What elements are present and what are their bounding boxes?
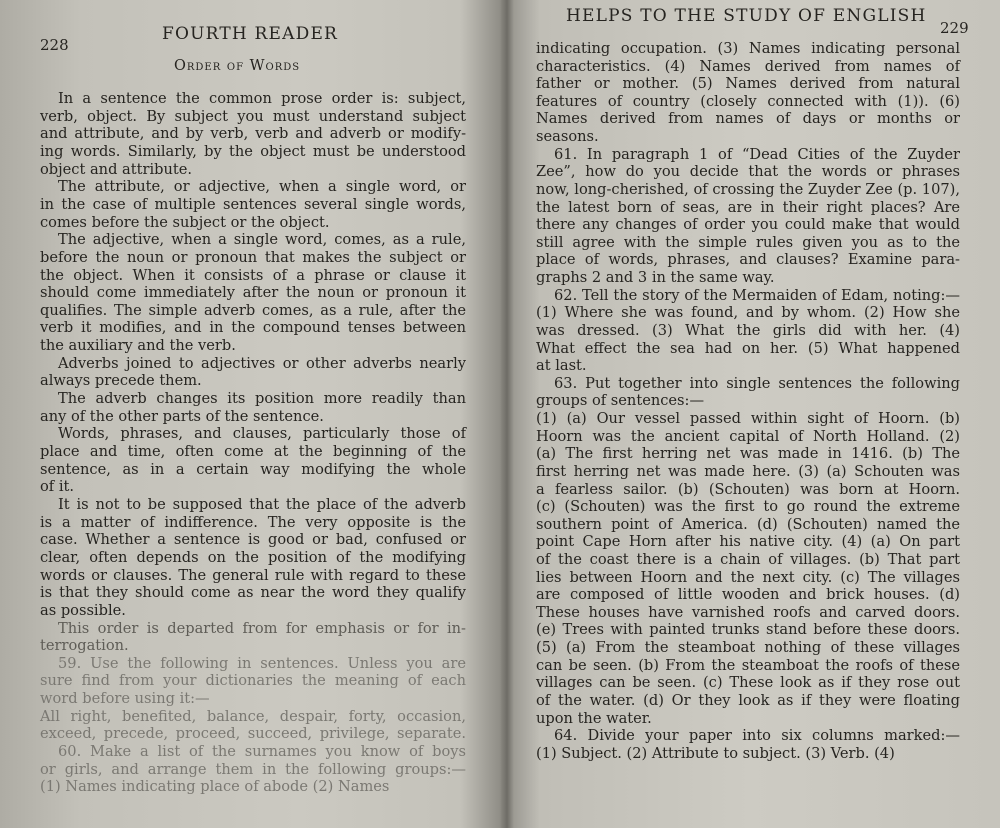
text-line: the latest born of seas, are in their right places? Are — [536, 198, 960, 216]
running-head: HELPS TO THE STUDY OF ENGLISH — [566, 6, 927, 26]
text-line: villages can be seen. (c) These look as if they rose out — [536, 674, 960, 692]
text-line: qualifies. The simple adverb comes, as a rule, after the — [40, 301, 466, 319]
text-line: or girls, and arrange them in the following groups:— — [40, 760, 466, 778]
text-line: case. Whether a sentence is good or bad, confused or — [40, 531, 466, 549]
text-line: (1) Subject. (2) Attribute to subject. (3) Verb. (4) — [536, 744, 895, 762]
text-line: comes before the subject or the object. — [40, 213, 330, 231]
text-line: (5) (a) From the steamboat nothing of these villages — [536, 639, 960, 657]
text-line: (a) The first herring net was made in 1416. (b) The — [536, 445, 960, 463]
text-line: can be seen. (b) From the steamboat the roofs of these — [536, 656, 960, 674]
text-line: Zee”, how do you decide that the words or phrases — [536, 163, 960, 181]
text-line: (1) Names indicating place of abode (2) Names — [40, 778, 390, 796]
text-line: The adverb changes its position more readily than — [58, 390, 466, 408]
text-line: terrogation. — [40, 637, 129, 655]
text-line: place and time, often come at the beginning of the — [40, 443, 466, 460]
text-line: the object. When it consists of a phrase or clause it — [40, 266, 466, 284]
section-title: Order of Words — [174, 58, 301, 74]
text-line: The attribute, or adjective, when a single word, or — [58, 178, 466, 196]
text-line: the auxiliary and the verb. — [40, 337, 236, 355]
running-head: FOURTH READER — [162, 24, 339, 44]
text-line: of the water. (d) Or they look as if they were floating — [536, 691, 960, 709]
page-number: 228 — [40, 36, 69, 54]
text-line: object and attribute. — [40, 160, 193, 178]
text-line: are composed of little wooden and brick houses. (d) — [536, 586, 960, 604]
text-line: It is not to be supposed that the place of the adverb — [58, 495, 466, 513]
text-line: before the noun or pronoun that makes the subject or — [40, 248, 466, 266]
text-line: In a sentence the common prose order is: subject, — [58, 90, 466, 107]
text-line: words or clauses. The general rule with regard to these — [40, 566, 466, 584]
text-line: place of words, phrases, and clauses? Examine para- — [536, 251, 960, 269]
text-line: The adjective, when a single word, comes, as a rule, — [58, 231, 466, 249]
text-line: sentence, as in a certain way modifying the whole — [40, 460, 466, 478]
text-line: Names derived from names of days or months or — [536, 110, 960, 128]
text-line: southern point of America. (d) (Schouten) named the — [536, 515, 960, 533]
text-line: and attribute, and by verb, verb and adverb or modify- — [40, 125, 466, 143]
text-line: clear, often depends on the position of the modifying — [40, 548, 466, 566]
text-line: seasons. — [536, 128, 599, 146]
text-line: was dressed. (3) What the girls did with her. (4) — [536, 321, 960, 339]
text-line: verb, object. By subject you must understand subject — [40, 107, 466, 125]
text-line: a fearless sailor. (b) (Schouten) was born at Hoorn. — [536, 480, 960, 498]
text-line: should come immediately after the noun or pronoun it — [40, 284, 466, 302]
text-line: groups of sentences:— — [536, 392, 705, 410]
text-line: always precede them. — [40, 372, 202, 390]
text-line: These houses have varnished roofs and carved doors. — [536, 603, 960, 621]
text-line: Words, phrases, and clauses, particularly those of — [58, 425, 466, 443]
right-page — [510, 0, 1000, 828]
text-line: of the coast there is a chain of villages. (b) That part — [536, 550, 960, 568]
text-line: exceed, precede, proceed, succeed, privilege, separate. — [40, 725, 466, 743]
text-line: now, long-cherished, of crossing the Zuyder Zee (p. 107), — [536, 180, 960, 198]
text-line: is that they should come as near the word they qualify — [40, 584, 466, 602]
text-line: 60. Make a list of the surnames you know of boys — [58, 743, 466, 761]
text-line: in the case of multiple sentences several single words, — [40, 195, 466, 213]
text-line: All right, benefited, balance, despair, forty, occasion, — [40, 707, 466, 725]
text-line: 61. In paragraph 1 of “Dead Cities of the Zuyder — [554, 145, 960, 163]
text-line: point Cape Horn after his native city. (4) (a) On part — [536, 533, 960, 551]
text-line: at last. — [536, 357, 587, 375]
text-line: (1) Where she was found, and by whom. (2) How she — [536, 304, 960, 322]
text-line: (c) (Schouten) was the first to go round the extreme — [536, 498, 960, 516]
page-number: 229 — [940, 19, 969, 37]
text-line: Adverbs joined to adjectives or other adverbs nearly — [58, 354, 466, 372]
text-line: sure find from your dictionaries the meaning of each — [40, 672, 466, 690]
text-line: 62. Tell the story of the Mermaiden of Edam, noting:— — [554, 286, 960, 304]
text-line: as possible. — [40, 601, 126, 619]
text-line: features of country (closely connected with (1)). (6) — [536, 92, 960, 110]
text-line: This order is departed from for emphasis or for in- — [58, 619, 466, 637]
text-line: verb it modifies, and in the compound tenses between — [40, 319, 466, 337]
text-line: still agree with the simple rules given you as to the — [536, 233, 960, 251]
text-line: What effect the sea had on her. (5) What happened — [536, 339, 960, 357]
text-line: of it. — [40, 478, 74, 496]
text-line: (e) Trees with painted trunks stand before these doors. — [536, 621, 960, 639]
text-line: any of the other parts of the sentence. — [40, 407, 324, 425]
text-line: 59. Use the following in sentences. Unless you are — [58, 654, 466, 672]
text-line: Hoorn was the ancient capital of North Holland. (2) — [536, 427, 960, 445]
text-line: (1) (a) Our vessel passed within sight of Hoorn. (b) — [536, 410, 960, 428]
text-line: there any changes of order you could make that would — [536, 216, 960, 234]
text-line: father or mother. (5) Names derived from natural — [536, 75, 960, 93]
text-line: ing words. Similarly, by the object must be understood — [40, 142, 466, 160]
text-line: 64. Divide your paper into six columns marked:— — [554, 727, 960, 745]
text-line: word before using it:— — [40, 690, 210, 708]
text-line: lies between Hoorn and the next city. (c) The villages — [536, 568, 960, 586]
text-line: first herring net was made here. (3) (a) Schouten was — [536, 462, 960, 480]
text-line: 63. Put together into single sentences the following — [554, 374, 960, 392]
text-line: indicating occupation. (3) Names indicating personal — [536, 40, 960, 57]
text-line: upon the water. — [536, 709, 652, 727]
text-line: is a matter of indifference. The very opposite is the — [40, 513, 466, 531]
text-line: graphs 2 and 3 in the same way. — [536, 269, 775, 287]
text-line: characteristics. (4) Names derived from names of — [536, 57, 960, 75]
